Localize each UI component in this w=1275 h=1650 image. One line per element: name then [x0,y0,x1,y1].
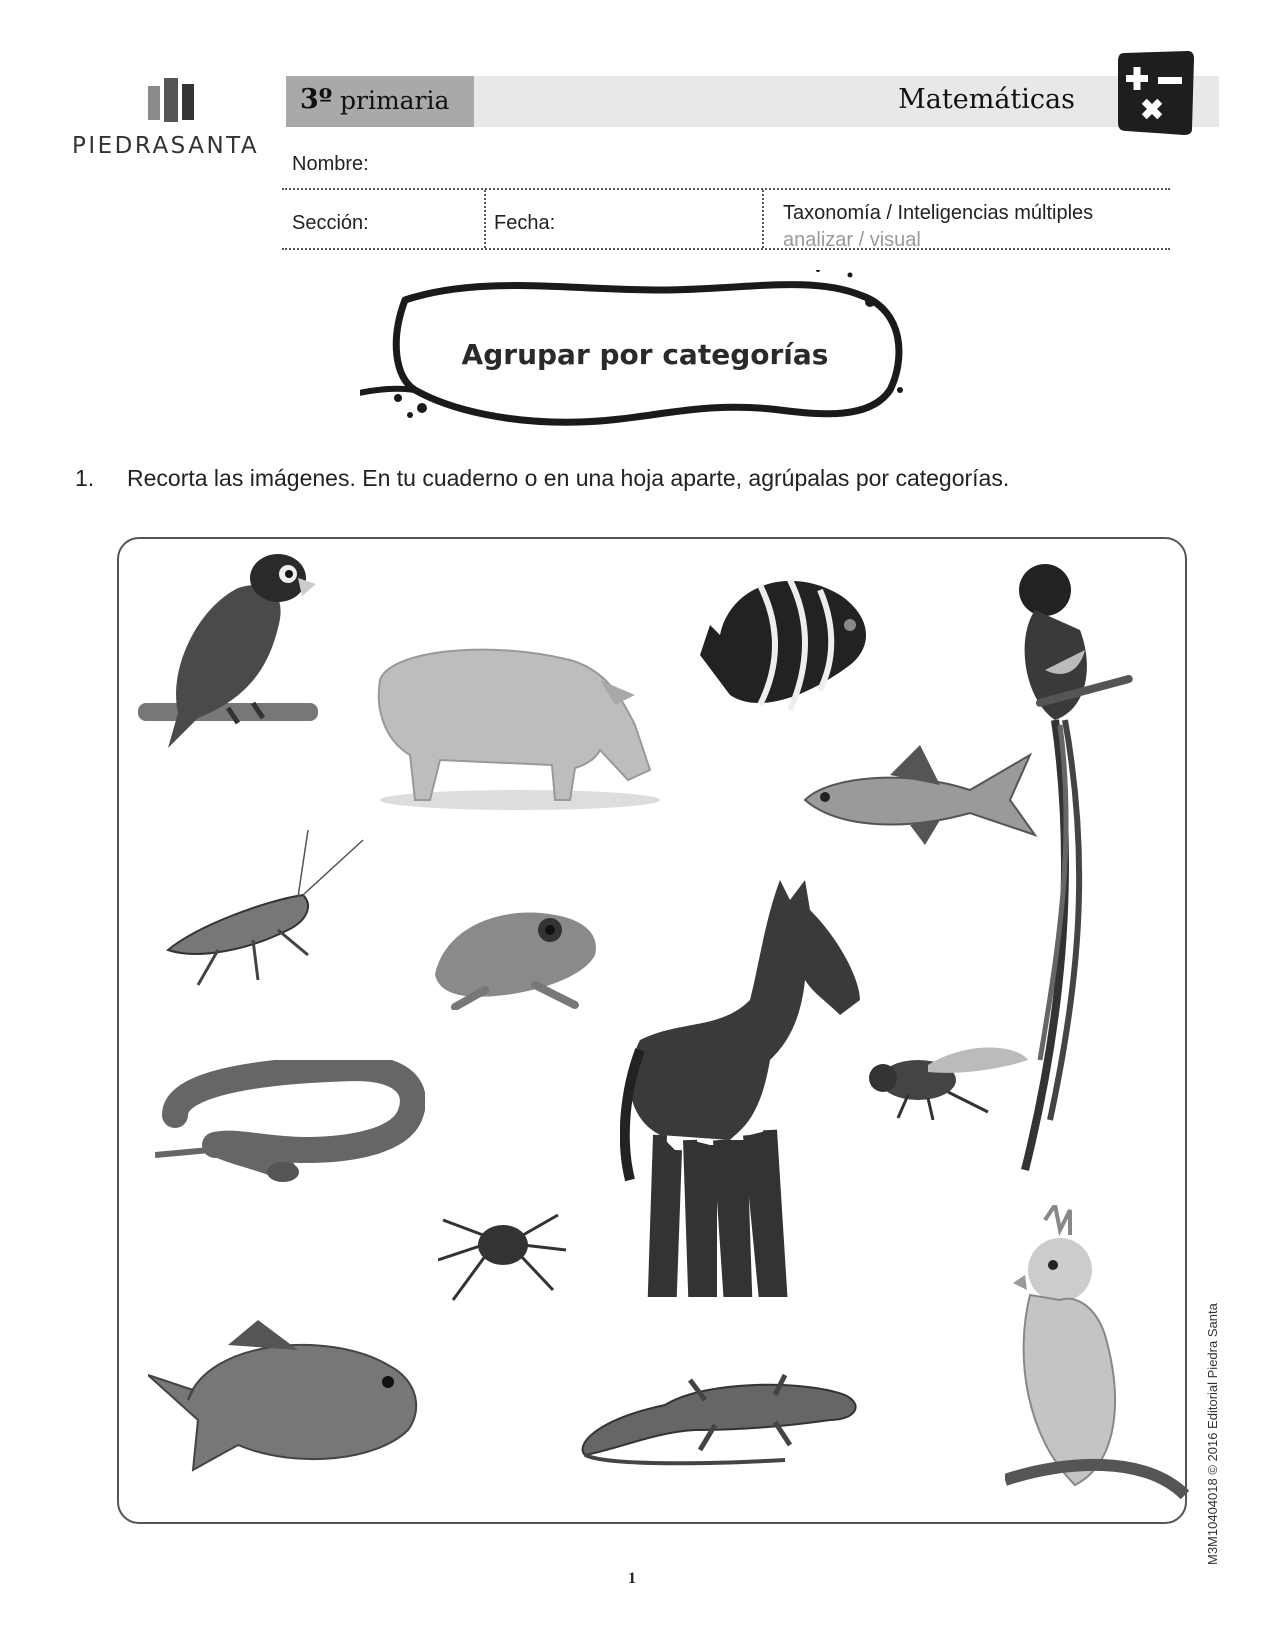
tick-image[interactable] [438,1200,568,1310]
form-divider-top [282,188,1170,190]
fly-image[interactable] [858,1040,1033,1120]
activity-title: Agrupar por categorías [461,338,829,371]
form-divider-v1 [484,190,486,248]
page-number: 1 [628,1570,636,1587]
cockroach-image[interactable] [158,825,368,995]
section-label: Sección: [292,212,369,234]
angelfish-image[interactable] [700,565,880,720]
copyright-side-text: M3M10404018 © 2016 Editorial Piedra Santa [1205,1303,1220,1565]
cockatiel-image[interactable] [1005,1205,1190,1515]
piranha-image[interactable] [148,1320,423,1480]
instruction-text: Recorta las imágenes. En tu cuaderno o en una hoja aparte, agrúpalas por categorías. [127,465,1010,491]
frog-image[interactable] [425,895,610,1010]
taxonomy-title: Taxonomía / Inteligencias múltiples [783,202,1094,224]
parrot-lovebird-image[interactable] [138,548,328,748]
pig-image[interactable] [370,640,660,815]
snake-image[interactable] [155,1060,425,1190]
subject-title: Matemáticas [898,84,1075,115]
publisher-logo-icon [146,76,196,124]
name-label: Nombre: [292,153,369,175]
form-divider-v2 [762,190,764,248]
taxonomy-subtitle: analizar / visual [783,229,921,251]
grade-label: primaria [340,86,450,115]
lizard-image[interactable] [575,1360,865,1470]
math-operations-icon [1114,49,1196,137]
item-number: 1. [75,465,95,491]
silver-fish-image[interactable] [800,745,1040,850]
horse-image[interactable] [620,880,870,1310]
date-label: Fecha: [494,212,556,234]
grade-number: 3º [300,84,333,115]
subject-bar [474,76,1219,127]
form-divider-bottom [282,248,1170,250]
publisher-name: PIEDRASANTA [72,133,260,159]
